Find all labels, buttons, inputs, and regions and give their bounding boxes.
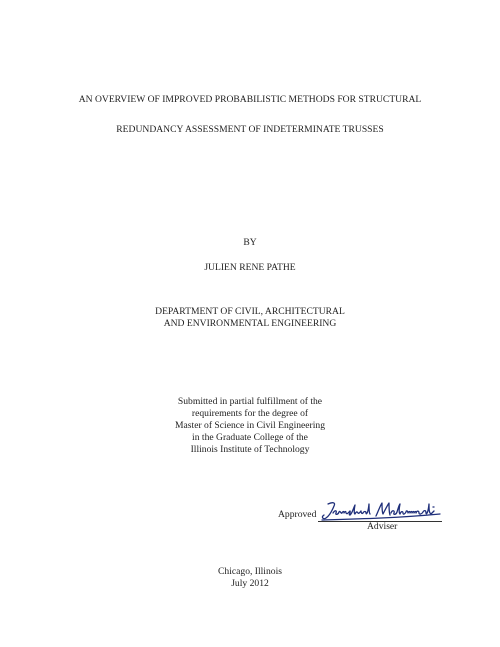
submission-line-4: in the Graduate College of the — [192, 432, 308, 443]
thesis-title-line-2: REDUNDANCY ASSESSMENT OF INDETERMINATE TRUSSES — [116, 124, 384, 135]
department-block — [0, 306, 500, 330]
author-name: JULIEN RENE PATHE — [204, 262, 296, 273]
place-text: Chicago, Illinois — [218, 566, 282, 577]
department-line-1: DEPARTMENT OF CIVIL, ARCHITECTURAL — [155, 306, 345, 317]
approved-label: Approved — [278, 509, 317, 520]
submission-line-2: requirements for the degree of — [191, 408, 309, 419]
thesis-title-line-1: AN OVERVIEW OF IMPROVED PROBABILISTIC METHODS FOR STRUCTURAL — [78, 94, 422, 105]
by-label: BY — [243, 237, 257, 248]
department-line-2: AND ENVIRONMENTAL ENGINEERING — [163, 318, 337, 329]
submission-line-1: Submitted in partial fulfillment of the — [177, 396, 323, 407]
approval-block — [0, 500, 500, 536]
submission-line-3: Master of Science in Civil Engineering — [175, 420, 325, 431]
place-and-date — [0, 566, 500, 590]
date-text: July 2012 — [231, 578, 269, 589]
submission-line-5: Illinois Institute of Technology — [190, 444, 310, 455]
adviser-signature — [318, 500, 444, 522]
submission-statement — [0, 396, 500, 456]
adviser-label: Adviser — [367, 521, 398, 532]
